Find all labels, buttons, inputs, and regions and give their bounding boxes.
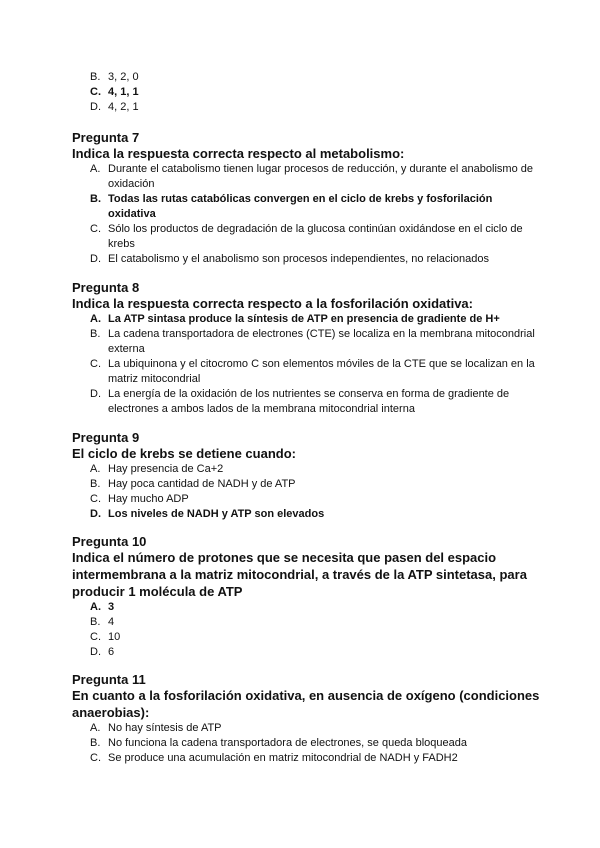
option-text: No hay síntesis de ATP — [108, 722, 222, 734]
option-text: 10 — [108, 631, 121, 643]
option-a — [90, 462, 542, 477]
question-title: Pregunta 11 — [72, 672, 146, 687]
option-letter: A. — [90, 601, 101, 613]
option-a — [90, 162, 542, 192]
question-stem: Indica la respuesta correcta respecto a la fosforilación oxidativa: — [72, 296, 473, 311]
option-text: La cadena transportadora de electrones (CTE) se localiza en la membrana mitocondrial externa — [108, 328, 535, 355]
option-letter: A. — [90, 463, 101, 475]
option-text: 4, 2, 1 — [108, 101, 139, 113]
question-8 — [72, 280, 542, 417]
option-c — [90, 630, 542, 645]
option-letter: D. — [90, 101, 101, 113]
option-text: La energía de la oxidación de los nutrientes se conserva en forma de gradiente de electrones a ambos lados de la membrana mitocondrial interna — [108, 388, 510, 415]
question-stem: El ciclo de krebs se detiene cuando: — [72, 446, 296, 461]
option-letter: B. — [90, 193, 101, 205]
option-letter: C. — [90, 631, 101, 643]
option-a-correct — [90, 312, 542, 327]
question-title: Pregunta 8 — [72, 280, 140, 295]
option-text: El catabolismo y el anabolismo son procesos independientes, no relacionados — [108, 253, 489, 265]
question-7 — [72, 130, 542, 267]
option-b — [90, 70, 542, 85]
option-letter: A. — [90, 163, 101, 175]
option-text: 3 — [108, 601, 115, 613]
option-c — [90, 751, 542, 766]
option-letter: C. — [90, 86, 101, 98]
option-letter: B. — [90, 616, 101, 628]
option-d — [90, 645, 542, 660]
option-text: Todas las rutas catabólicas convergen en el ciclo de krebs y fosforilación oxidativa — [108, 193, 493, 220]
option-d-correct — [90, 507, 542, 522]
option-a-correct — [90, 600, 542, 615]
option-b — [90, 327, 542, 357]
option-text: 3, 2, 0 — [108, 71, 139, 83]
option-letter: D. — [90, 646, 101, 658]
option-letter: D. — [90, 253, 101, 265]
question-10 — [72, 534, 542, 660]
option-c — [90, 222, 542, 252]
previous-question-options — [72, 70, 542, 115]
option-letter: B. — [90, 71, 101, 83]
option-text: No funciona la cadena transportadora de electrones, se queda bloqueada — [108, 737, 467, 749]
option-letter: A. — [90, 722, 101, 734]
option-b — [90, 477, 542, 492]
option-text: 6 — [108, 646, 115, 658]
option-letter: C. — [90, 493, 101, 505]
question-title: Pregunta 7 — [72, 130, 140, 145]
option-text: Hay mucho ADP — [108, 493, 189, 505]
question-9 — [72, 430, 542, 522]
option-letter: B. — [90, 328, 101, 340]
option-text: 4, 1, 1 — [108, 86, 139, 98]
option-b — [90, 736, 542, 751]
option-c — [90, 357, 542, 387]
option-c — [90, 492, 542, 507]
option-text: Durante el catabolismo tienen lugar procesos de reducción, y durante el anabolismo de oxidación — [108, 163, 533, 190]
option-letter: D. — [90, 508, 101, 520]
option-letter: D. — [90, 388, 101, 400]
option-letter: B. — [90, 478, 101, 490]
question-stem: En cuanto a la fosforilación oxidativa, en ausencia de oxígeno (condiciones anaerobias): — [72, 688, 540, 720]
option-letter: C. — [90, 223, 101, 235]
option-text: La ubiquinona y el citocromo C son elementos móviles de la CTE que se localizan en la matriz mitocondrial — [108, 358, 535, 385]
option-b-correct — [90, 192, 542, 222]
option-text: La ATP sintasa produce la síntesis de ATP en presencia de gradiente de H+ — [108, 313, 500, 325]
option-text: Hay poca cantidad de NADH y de ATP — [108, 478, 296, 490]
option-d — [90, 252, 542, 267]
option-letter: A. — [90, 313, 101, 325]
option-text: 4 — [108, 616, 115, 628]
question-stem: Indica el número de protones que se necesita que pasen del espacio intermembrana a la matriz mitocondrial, a través de la ATP sintetasa, para producir 1 molécula de ATP — [72, 550, 527, 599]
option-text: Se produce una acumulación en matriz mitocondrial de NADH y FADH2 — [108, 752, 458, 764]
question-title: Pregunta 10 — [72, 534, 147, 549]
question-stem: Indica la respuesta correcta respecto al metabolismo: — [72, 146, 405, 161]
option-text: Los niveles de NADH y ATP son elevados — [108, 508, 325, 520]
option-text: Hay presencia de Ca+2 — [108, 463, 224, 475]
question-11 — [72, 672, 542, 766]
option-a — [90, 721, 542, 736]
option-text: Sólo los productos de degradación de la glucosa continúan oxidándose en el ciclo de krebs — [108, 223, 523, 250]
option-b — [90, 615, 542, 630]
option-d — [90, 387, 542, 417]
question-title: Pregunta 9 — [72, 430, 140, 445]
option-letter: C. — [90, 358, 101, 370]
option-d — [90, 100, 542, 115]
option-letter: C. — [90, 752, 101, 764]
option-c-correct — [90, 85, 542, 100]
option-letter: B. — [90, 737, 101, 749]
